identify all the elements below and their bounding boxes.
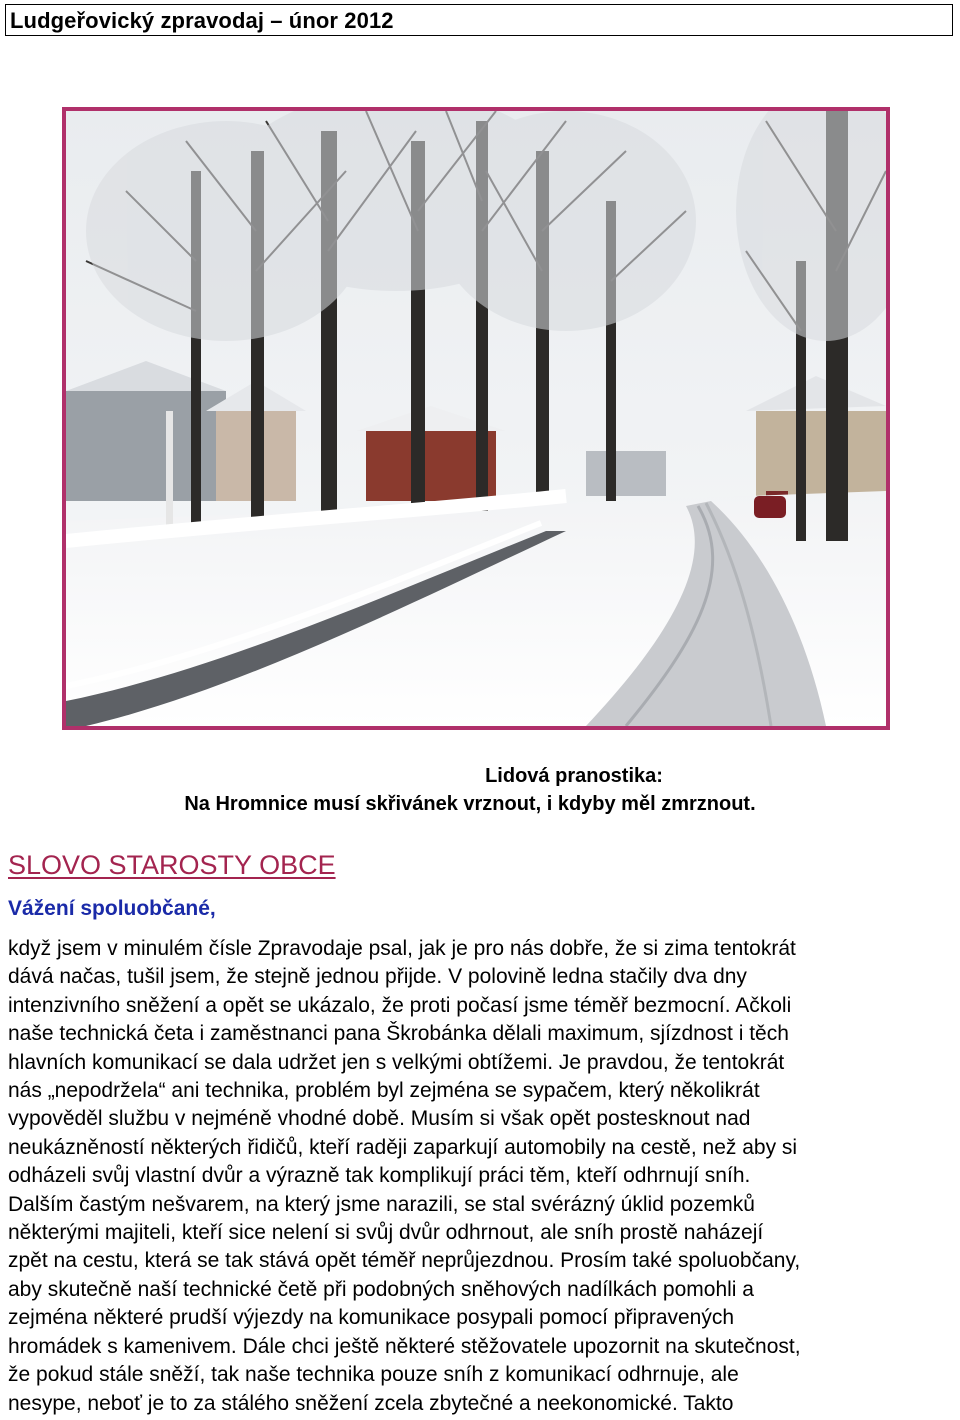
body-line: nás „nepodržela“ ani technika, problém byl zejména se sypačem, který několikrát xyxy=(8,1079,760,1103)
body-line: aby skutečně naší technické četě při podobných sněhových nadílkách pomohli a xyxy=(8,1277,754,1301)
newsletter-title: Ludgeřovický zpravodaj – únor 2012 xyxy=(10,8,394,33)
body-line: některými majiteli, kteří sice nelení si svůj dvůr odhrnout, ale sníh prostě naházejí xyxy=(8,1221,764,1245)
header-box xyxy=(5,4,953,36)
body-line: dává načas, tušil jsem, že stejně jednou přijde. V polovině ledna stačily dva dny xyxy=(8,965,747,989)
body-line: nesype, neboť je to za stálého sněžení zcela zbytečné a neekonomické. Takto xyxy=(8,1391,734,1415)
greeting: Vážení spoluobčané, xyxy=(8,897,216,920)
body-line: hromádek s kamenivem. Dále chci ještě některé stěžovatele upozornit na skutečnost, xyxy=(8,1334,801,1358)
proverb-text: Na Hromnice musí skřivánek vrznout, i kdyby měl zmrznout. xyxy=(184,793,756,815)
body-line: Dalším častým nešvarem, na který jsme narazili, se stal svérázný úklid pozemků xyxy=(8,1192,755,1216)
proverb-heading: Lidová pranostika: xyxy=(485,765,663,787)
proverb-block xyxy=(0,762,960,818)
winter-road-photo xyxy=(62,107,890,730)
body-line: když jsem v minulém čísle Zpravodaje psal, jak je pro nás dobře, že si zima tentokrát xyxy=(8,937,796,960)
body-line: zpět na cestu, která se tak stává opět téměř neprůjezdnou. Prosím také spoluobčany, xyxy=(8,1249,801,1273)
body-line: naše technická četa i zaměstnanci pana Škrobánka dělali maximum, sjízdnost i těch xyxy=(8,1022,789,1046)
body-line: vypověděl službu v nejméně vhodné době. Musím si však opět postesknout nad xyxy=(8,1107,751,1131)
winter-scene-illustration xyxy=(66,111,886,726)
body-line: hlavních komunikací se dala udržet jen s velkými obtížemi. Je pravdou, že tentokrát xyxy=(8,1050,785,1074)
body-line: že pokud stále sněží, tak naše technika pouze sníh z komunikací odhrnuje, ale xyxy=(8,1363,739,1387)
body-line: intenzivního sněžení a opět se ukázalo, že proti počasí jsme téměř bezmocní. Ačkoli xyxy=(8,993,792,1017)
body-line: neukázněností některých řidičů, kteří raději zaparkují automobily na cestě, než aby si xyxy=(8,1135,798,1159)
body-line: odházeli svůj vlastní dvůr a výrazně tak komplikují práci těm, kteří odhrnují sníh. xyxy=(8,1164,751,1188)
body-line: zejména některé prudší výjezdy na komunikace posypali pomocí připravených xyxy=(8,1306,735,1330)
section-title: SLOVO STAROSTY OBCE xyxy=(8,850,336,880)
mayor-letter-body xyxy=(8,935,952,1418)
